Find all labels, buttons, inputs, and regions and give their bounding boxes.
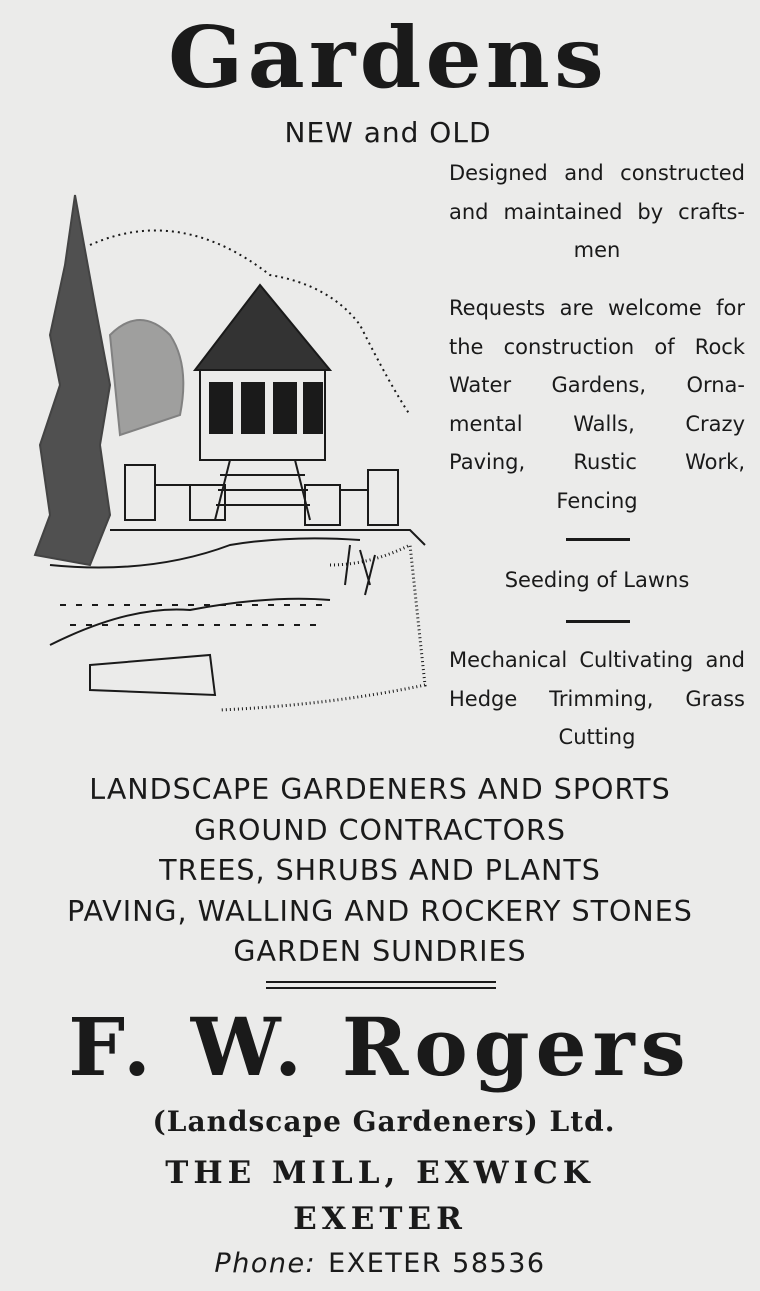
- list-item: GROUND CONTRACTORS: [194, 813, 566, 847]
- divider: [566, 620, 630, 623]
- text-line: men: [573, 238, 621, 262]
- ad-subtitle: NEW and OLD: [284, 116, 492, 149]
- text-line: mental Walls, Crazy: [449, 411, 745, 436]
- address-line-2: EXETER: [293, 1201, 467, 1237]
- text-line: Requests are welcome for: [449, 296, 745, 320]
- ad-title: Gardens: [168, 8, 608, 107]
- text-line: Hedge Trimming, Grass: [449, 686, 745, 711]
- company-subtitle: (Landscape Gardeners) Ltd.: [152, 1105, 616, 1138]
- services-paragraph-cultivating: [449, 641, 745, 757]
- text-line: the construction of Rock: [449, 334, 745, 359]
- services-paragraph-requests: [449, 289, 745, 520]
- list-item: LANDSCAPE GARDENERS AND SPORTS: [89, 773, 671, 806]
- garden-gazebo-illustration: [30, 185, 430, 725]
- services-paragraph-design: [449, 154, 745, 270]
- list-item: PAVING, WALLING AND ROCKERY STONES: [67, 894, 693, 928]
- company-name: F. W. Rogers: [68, 1000, 692, 1094]
- services-paragraph-lawns: [449, 561, 745, 600]
- phone-label: Phone:: [214, 1248, 317, 1279]
- address-line-1: THE MILL, EXWICK: [165, 1155, 595, 1191]
- text-line: Designed and constructed: [449, 161, 745, 185]
- double-rule: [266, 981, 496, 989]
- text-line: Water Gardens, Orna-: [449, 373, 745, 397]
- text-line: Cutting: [558, 725, 636, 749]
- divider: [566, 538, 630, 541]
- list-item: TREES, SHRUBS AND PLANTS: [159, 854, 601, 887]
- list-item: GARDEN SUNDRIES: [233, 935, 527, 968]
- text-line: Fencing: [556, 488, 638, 513]
- services-list: [0, 770, 760, 973]
- text-line: Mechanical Cultivating and: [449, 648, 745, 672]
- text-line: Paving, Rustic Work,: [449, 450, 745, 474]
- phone: [0, 1248, 760, 1279]
- text-line: and maintained by crafts-: [449, 199, 745, 224]
- phone-number: EXETER 58536: [328, 1248, 546, 1279]
- text-line: Seeding of Lawns: [504, 568, 690, 592]
